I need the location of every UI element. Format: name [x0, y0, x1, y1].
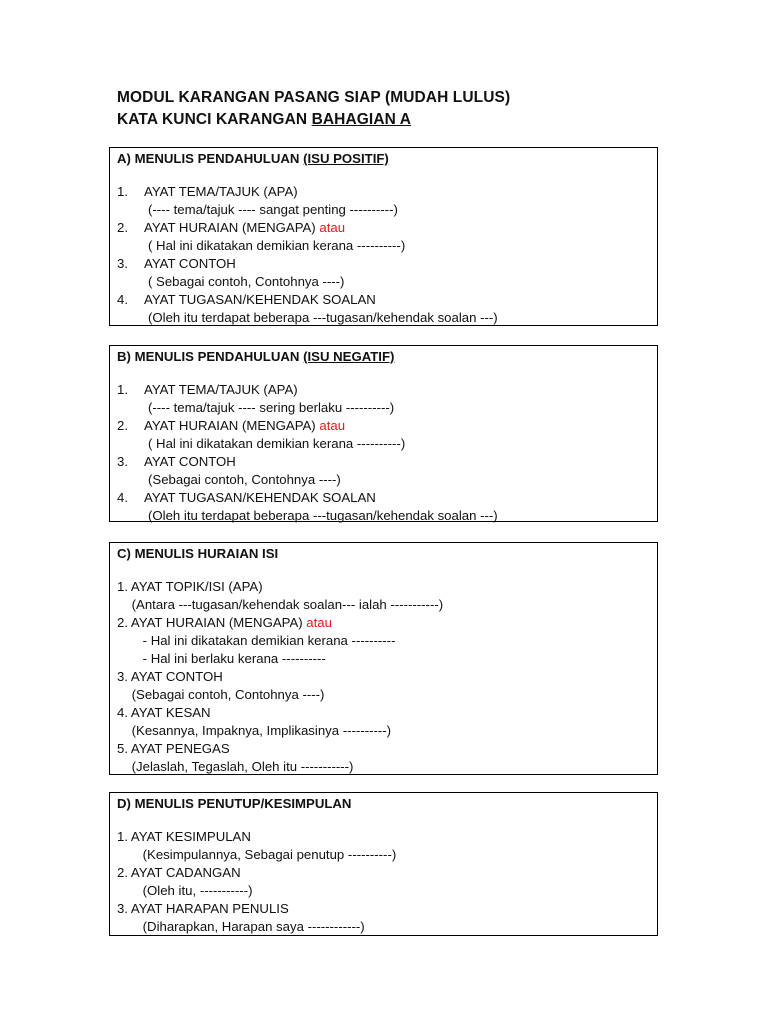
section-a-line-7: 4. AYAT TUGASAN/KEHENDAK SOALAN	[117, 292, 376, 307]
section-a-header-text: A) MENULIS PENDAHULUAN	[117, 151, 304, 166]
section-c-line-8: 4. AYAT KESAN	[117, 705, 211, 720]
section-a-line-4: ( Hal ini dikatakan demikian kerana ----------)	[148, 238, 406, 253]
section-d-line-3: 2. AYAT CADANGAN	[117, 865, 241, 880]
section-c-line-2: (Antara ---tugasan/kehendak soalan--- ialah -----------)	[117, 597, 444, 612]
title-prefix: KATA KUNCI KARANGAN	[117, 111, 312, 128]
section-d-header-text: D) MENULIS PENUTUP/KESIMPULAN	[117, 796, 352, 811]
title-underlined: BAHAGIAN A	[311, 111, 412, 128]
section-b-line-8: (Oleh itu terdapat beberapa ---tugasan/kehendak soalan ---)	[148, 508, 498, 523]
section-b-line-7: 4. AYAT TUGASAN/KEHENDAK SOALAN	[117, 490, 376, 505]
section-b-line-3: 2. AYAT HURAIAN (MENGAPA) atau	[117, 418, 346, 433]
section-c-line-5: - Hal ini berlaku kerana ----------	[117, 651, 326, 666]
title-text: MODUL KARANGAN PASANG SIAP (MUDAH LULUS)	[117, 89, 511, 106]
section-b-header-text: B) MENULIS PENDAHULUAN	[117, 349, 304, 364]
section-c-line-1: 1. AYAT TOPIK/ISI (APA)	[117, 579, 263, 594]
section-a-header	[117, 151, 389, 166]
document-title-line-2	[117, 111, 411, 129]
section-a-header-tag: (ISU POSITIF)	[303, 151, 389, 166]
section-b-line-6: (Sebagai contoh, Contohnya ----)	[148, 472, 341, 487]
section-d-header	[117, 796, 351, 811]
atau-red-text: atau	[306, 615, 332, 630]
section-a-box	[109, 147, 658, 326]
section-b-line-2: (---- tema/tajuk ---- sering berlaku ----------)	[148, 400, 395, 415]
section-c-line-6: 3. AYAT CONTOH	[117, 669, 223, 684]
section-b-line-1: 1. AYAT TEMA/TAJUK (APA)	[117, 382, 298, 397]
section-c-line-3: 2. AYAT HURAIAN (MENGAPA) atau	[117, 615, 332, 630]
section-a-line-5: 3. AYAT CONTOH	[117, 256, 236, 271]
section-a-line-8: (Oleh itu terdapat beberapa ---tugasan/kehendak soalan ---)	[148, 310, 498, 325]
section-b-box	[109, 345, 658, 522]
section-b-line-4: ( Hal ini dikatakan demikian kerana ----------)	[148, 436, 406, 451]
section-c-box	[109, 542, 658, 775]
section-d-box	[109, 792, 658, 936]
section-a-line-2: (---- tema/tajuk ---- sangat penting ----------)	[148, 202, 398, 217]
section-b-header-tag: (ISU NEGATIF)	[303, 349, 395, 364]
section-c-line-10: 5. AYAT PENEGAS	[117, 741, 230, 756]
section-b-line-5: 3. AYAT CONTOH	[117, 454, 236, 469]
section-a-line-1: 1. AYAT TEMA/TAJUK (APA)	[117, 184, 298, 199]
section-d-line-4: (Oleh itu, -----------)	[117, 883, 253, 898]
atau-red-text: atau	[319, 418, 346, 433]
section-c-header	[117, 546, 278, 561]
section-d-line-1: 1. AYAT KESIMPULAN	[117, 829, 251, 844]
section-b-header	[117, 349, 394, 364]
section-c-line-4: - Hal ini dikatakan demikian kerana ----------	[117, 633, 396, 648]
document-title-line-1	[117, 89, 510, 107]
section-c-header-text: C) MENULIS HURAIAN ISI	[117, 546, 279, 561]
section-a-line-3: 2. AYAT HURAIAN (MENGAPA) atau	[117, 220, 346, 235]
section-a-line-6: ( Sebagai contoh, Contohnya ----)	[148, 274, 345, 289]
section-c-line-9: (Kesannya, Impaknya, Implikasinya ----------)	[117, 723, 392, 738]
section-d-line-2: (Kesimpulannya, Sebagai penutup ----------)	[117, 847, 397, 862]
atau-red-text: atau	[319, 220, 346, 235]
section-d-line-5: 3. AYAT HARAPAN PENULIS	[117, 901, 289, 916]
section-c-line-7: (Sebagai contoh, Contohnya ----)	[117, 687, 325, 702]
section-d-line-6: (Diharapkan, Harapan saya ------------)	[117, 919, 365, 934]
section-c-line-11: (Jelaslah, Tegaslah, Oleh itu -----------)	[117, 759, 354, 774]
